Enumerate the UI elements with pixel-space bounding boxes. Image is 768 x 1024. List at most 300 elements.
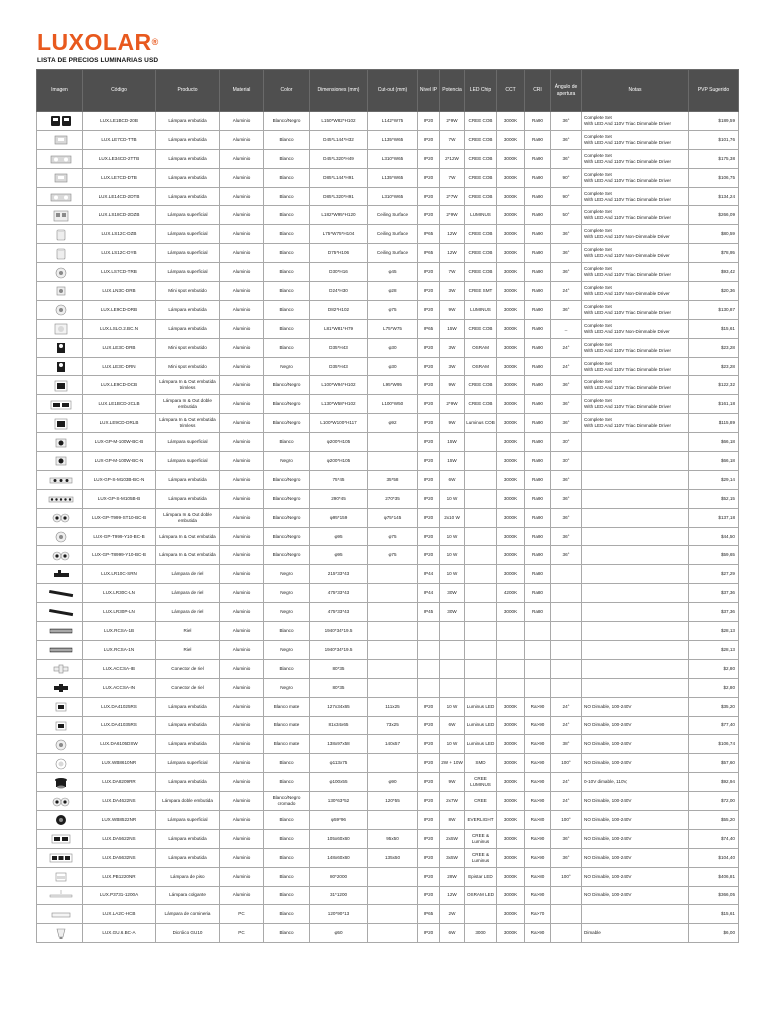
cell-color: Blanco <box>264 282 310 301</box>
cell-cct: 3000K <box>497 395 525 414</box>
cell-notas <box>582 470 689 489</box>
cell-led-chip <box>465 470 497 489</box>
table-row <box>37 754 739 773</box>
cell-potencia: 2x7W <box>440 792 465 811</box>
cell-cutout <box>368 433 418 452</box>
cell-cct: 3000K <box>497 376 525 395</box>
cell-codigo: LUX-GP-M-100W-BC-B <box>83 433 156 452</box>
cell-led-chip: OSRAM <box>465 357 497 376</box>
cell-pvp: $137,18 <box>689 508 739 527</box>
cell-cri: Ra90 <box>525 149 551 168</box>
col-cct: CCT <box>497 70 525 112</box>
cell-material: Aluminio <box>220 414 264 433</box>
cell-led-chip: CREE SMT <box>465 282 497 301</box>
cell-cutout: L135*W65 <box>368 130 418 149</box>
cell-material: Aluminio <box>220 810 264 829</box>
col-potencia: Potencia <box>440 70 465 112</box>
cell-angulo <box>551 640 582 659</box>
cell-nivel-ip: IP20 <box>418 508 440 527</box>
cell-potencia: 7W <box>440 168 465 187</box>
cell-notas: NO Dimable, 100-240V <box>582 848 689 867</box>
cell-led-chip <box>465 678 497 697</box>
cell-dimensiones: 80*35 <box>310 678 368 697</box>
adjustable-square-icon <box>48 700 72 713</box>
cell-angulo: 100° <box>551 867 582 886</box>
cell-material: Aluminio <box>220 773 264 792</box>
col-pvp: PVP Sugerido <box>689 70 739 112</box>
cell-led-chip: CREE COB <box>465 130 497 149</box>
cell-nivel-ip: IP20 <box>418 206 440 225</box>
cell-potencia <box>440 659 465 678</box>
cell-angulo: 24° <box>551 282 582 301</box>
cell-imagen <box>37 716 83 735</box>
cell-led-chip: CREE COB <box>465 263 497 282</box>
cell-color: Blanco/Negro <box>264 376 310 395</box>
cell-led-chip: CREE COB <box>465 149 497 168</box>
cell-material: Aluminio <box>220 792 264 811</box>
cell-producto: Lámpara embutida <box>156 697 220 716</box>
table-row <box>37 659 739 678</box>
cell-color: Blanco <box>264 319 310 338</box>
cell-angulo: 24° <box>551 716 582 735</box>
cell-cct: 3000K <box>497 338 525 357</box>
cell-led-chip: CREE COB <box>465 244 497 263</box>
cell-angulo: 36° <box>551 470 582 489</box>
cell-notas <box>582 603 689 622</box>
cell-led-chip: LUMINUS <box>465 206 497 225</box>
cell-angulo <box>551 905 582 924</box>
cell-notas: Complete Set With LED And 110V Triac Dimmable Driver <box>582 206 689 225</box>
cell-cutout: φ90 <box>368 773 418 792</box>
cell-producto: Lámpara embutida <box>156 149 220 168</box>
cell-pvp: $406,81 <box>689 867 739 886</box>
cell-color: Blanco/Negro <box>264 546 310 565</box>
cell-dimensiones: D75*H106 <box>310 244 368 263</box>
cell-material: Aluminio <box>220 225 264 244</box>
trimless-white-icon <box>48 379 72 392</box>
triple-square-icon <box>48 851 72 864</box>
table-row <box>37 489 739 508</box>
cell-notas <box>582 508 689 527</box>
step-light-icon <box>48 870 72 883</box>
cell-led-chip <box>465 546 497 565</box>
cell-producto: Lámpara In & Out embutida <box>156 546 220 565</box>
cell-nivel-ip: IP65 <box>418 319 440 338</box>
cell-pvp: $106,74 <box>689 735 739 754</box>
cell-cct: 3000K <box>497 867 525 886</box>
cell-angulo: 100° <box>551 810 582 829</box>
cell-material: Aluminio <box>220 168 264 187</box>
cell-dimensiones: 81x34x65 <box>310 716 368 735</box>
cell-cri <box>525 678 551 697</box>
cell-dimensiones: 127x34x65 <box>310 697 368 716</box>
table-row <box>37 546 739 565</box>
cell-pvp: $15,61 <box>689 905 739 924</box>
cell-codigo: LUX-GP-M-100W-BC-N <box>83 452 156 471</box>
cell-cutout <box>368 924 418 943</box>
cell-led-chip: CREE COB <box>465 112 497 131</box>
connector-white-icon <box>48 662 72 675</box>
round-spot-white-icon <box>48 738 72 751</box>
cylinder-white-icon <box>48 228 72 241</box>
cell-producto: Lámpara embutida <box>156 130 220 149</box>
cell-angulo <box>551 659 582 678</box>
cell-potencia: 2*7W <box>440 187 465 206</box>
cell-notas: Complete Set With LED And 110V Non-Dimmable Driver <box>582 319 689 338</box>
col-dimensiones: Dimensiones (mm) <box>310 70 368 112</box>
cell-pvp: $44,50 <box>689 527 739 546</box>
cell-angulo: 38° <box>551 735 582 754</box>
cell-color: Blanco <box>264 338 310 357</box>
cell-color: Blanco <box>264 886 310 905</box>
cell-color: Blanco <box>264 754 310 773</box>
double-square-white-icon <box>48 152 72 165</box>
cell-notas <box>582 546 689 565</box>
cell-led-chip: CREE LUMINUS <box>465 773 497 792</box>
cell-led-chip <box>465 527 497 546</box>
cell-dimensiones: D85*L144*H91 <box>310 168 368 187</box>
cell-codigo: LUX.DA5622NS <box>83 829 156 848</box>
cell-cri: Ra80 <box>525 603 551 622</box>
cell-potencia: 10 W <box>440 565 465 584</box>
cell-cct <box>497 622 525 641</box>
cell-cri: Ra90 <box>525 282 551 301</box>
cell-codigo: LUX.ACCSA-IB <box>83 659 156 678</box>
cell-producto: Lámpara embutida <box>156 773 220 792</box>
table-row <box>37 640 739 659</box>
cell-led-chip: CREE & Luminus <box>465 848 497 867</box>
cell-material: Aluminio <box>220 640 264 659</box>
cell-cutout <box>368 452 418 471</box>
cell-producto: Conector de riel <box>156 659 220 678</box>
cell-dimensiones: 80*35 <box>310 659 368 678</box>
cell-producto: Lámpara embutida <box>156 112 220 131</box>
cell-material: Aluminio <box>220 376 264 395</box>
cell-notas: Complete Set With LED And 110V Non-Dimmable Driver <box>582 244 689 263</box>
cell-led-chip: CREE COB <box>465 376 497 395</box>
cell-codigo: LUX.LS12C-DZB <box>83 225 156 244</box>
cell-cri: Ra90 <box>525 357 551 376</box>
gu10-module-icon <box>48 454 72 467</box>
cell-codigo: LUX.DA8209RR <box>83 773 156 792</box>
cell-angulo: 36° <box>551 130 582 149</box>
cell-cct: 3000K <box>497 829 525 848</box>
round-spot-white-icon <box>48 303 72 316</box>
brand-logo <box>37 31 159 53</box>
cell-cri: Ra>80 <box>525 810 551 829</box>
cell-potencia: 10 W <box>440 527 465 546</box>
cell-material: Aluminio <box>220 867 264 886</box>
cell-material: Aluminio <box>220 527 264 546</box>
cell-angulo: 24° <box>551 792 582 811</box>
cell-nivel-ip: IP20 <box>418 697 440 716</box>
cell-pvp: $106,75 <box>689 168 739 187</box>
cell-codigo: LUX.LR10C-SRN <box>83 565 156 584</box>
cell-cri: Ra90 <box>525 338 551 357</box>
cell-led-chip: OSRAM LED <box>465 886 497 905</box>
col-led-chip: LED Chip <box>465 70 497 112</box>
cell-notas <box>582 622 689 641</box>
cell-material: Aluminio <box>220 508 264 527</box>
cell-potencia: 7W <box>440 263 465 282</box>
cell-nivel-ip <box>418 678 440 697</box>
cell-notas: NO Dimable, 100-240V <box>582 754 689 773</box>
cell-cutout: Ceiling Surface <box>368 244 418 263</box>
cell-nivel-ip: IP20 <box>418 357 440 376</box>
cell-angulo: 36° <box>551 848 582 867</box>
table-row <box>37 697 739 716</box>
cell-imagen <box>37 829 83 848</box>
cell-nivel-ip: IP20 <box>418 470 440 489</box>
cell-material: PC <box>220 924 264 943</box>
cell-imagen <box>37 697 83 716</box>
cell-material: Aluminio <box>220 716 264 735</box>
cell-nivel-ip: IP20 <box>418 433 440 452</box>
cell-producto: Lámpara embutida <box>156 300 220 319</box>
table-row <box>37 414 739 433</box>
cell-dimensiones: 120*90*13 <box>310 905 368 924</box>
cell-dimensiones: L81*W81*H79 <box>310 319 368 338</box>
cell-producto: Lámpara embutida <box>156 735 220 754</box>
cell-imagen <box>37 546 83 565</box>
col-producto: Producto <box>156 70 220 112</box>
cell-pvp: $80,59 <box>689 225 739 244</box>
cell-codigo: LUX.WB8610NR <box>83 754 156 773</box>
cell-color: Blanco <box>264 622 310 641</box>
cell-cutout: 135x50 <box>368 848 418 867</box>
cell-material: Aluminio <box>220 395 264 414</box>
cell-codigo: LUX-GP-T999-ST10-BC-B <box>83 508 156 527</box>
cell-angulo: 36° <box>551 829 582 848</box>
mini-spot-black-icon <box>48 360 72 373</box>
cell-imagen <box>37 848 83 867</box>
cell-angulo <box>551 886 582 905</box>
cell-led-chip <box>465 433 497 452</box>
cell-material: Aluminio <box>220 735 264 754</box>
cell-potencia: 6W <box>440 470 465 489</box>
cell-notas: Complete Set With LED And 110V Triac Dimmable Driver <box>582 130 689 149</box>
cell-color: Blanco <box>264 848 310 867</box>
cell-cct: 3000K <box>497 886 525 905</box>
table-row <box>37 112 739 131</box>
round-spot-white-icon <box>48 530 72 543</box>
cell-angulo <box>551 584 582 603</box>
cell-led-chip <box>465 508 497 527</box>
cell-material: Aluminio <box>220 338 264 357</box>
cell-potencia: 10 W <box>440 735 465 754</box>
cell-codigo: LUX.DA4622NS <box>83 792 156 811</box>
cell-nivel-ip: IP20 <box>418 168 440 187</box>
cell-imagen <box>37 130 83 149</box>
col-nivel-ip: Nivel IP <box>418 70 440 112</box>
cell-pvp: $115,89 <box>689 414 739 433</box>
cell-producto: Lámpara embutida <box>156 716 220 735</box>
cell-led-chip: CREE & Luminus <box>465 829 497 848</box>
cell-imagen <box>37 527 83 546</box>
cell-led-chip: CREE COB <box>465 187 497 206</box>
table-row <box>37 187 739 206</box>
cell-color: Blanco <box>264 829 310 848</box>
cell-producto: Lámpara doble embutida <box>156 792 220 811</box>
cell-nivel-ip: IP20 <box>418 886 440 905</box>
cell-notas <box>582 565 689 584</box>
cell-angulo: 36° <box>551 527 582 546</box>
table-row <box>37 773 739 792</box>
table-row <box>37 168 739 187</box>
table-row <box>37 829 739 848</box>
adjustable-square-icon <box>48 719 72 732</box>
cell-imagen <box>37 489 83 508</box>
cell-dimensiones: 105x60x60 <box>310 829 368 848</box>
cell-potencia: 15W <box>440 433 465 452</box>
cell-producto: Lámpara embutida <box>156 470 220 489</box>
cell-angulo: 36° <box>551 489 582 508</box>
col-notas: Notas <box>582 70 689 112</box>
cell-notas: Complete Set With LED And 110V Triac Dimmable Driver <box>582 112 689 131</box>
cell-angulo: 24° <box>551 338 582 357</box>
cell-dimensiones: 138x97x58 <box>310 735 368 754</box>
cell-potencia: 9W <box>440 773 465 792</box>
cell-cri: Ra90 <box>525 225 551 244</box>
cell-nivel-ip: IP20 <box>418 527 440 546</box>
cell-nivel-ip: IP44 <box>418 565 440 584</box>
cell-color: Blanco <box>264 659 310 678</box>
cell-led-chip <box>465 452 497 471</box>
cell-material: Aluminio <box>220 603 264 622</box>
connector-black-icon <box>48 681 72 694</box>
cell-angulo: 36° <box>551 225 582 244</box>
ceiling-slim-icon <box>48 908 72 921</box>
cell-material: Aluminio <box>220 149 264 168</box>
rail-long-icon <box>48 606 72 619</box>
cell-cri: Ra90 <box>525 452 551 471</box>
table-row <box>37 149 739 168</box>
table-row <box>37 867 739 886</box>
cell-codigo: LUX.P3731-1200A <box>83 886 156 905</box>
pendant-line-icon <box>48 889 72 902</box>
square-panel-white-icon <box>48 322 72 335</box>
cell-color: Blanco/Negro <box>264 527 310 546</box>
cell-nivel-ip: IP20 <box>418 376 440 395</box>
cell-notas: Dimable <box>582 924 689 943</box>
cell-codigo: LUX.DA41035RS <box>83 716 156 735</box>
cell-color: Negro <box>264 640 310 659</box>
cell-led-chip: Luminus LED <box>465 697 497 716</box>
cell-pvp: $59,65 <box>689 546 739 565</box>
cell-cutout <box>368 886 418 905</box>
cell-codigo: LUX.LR30C-LN <box>83 584 156 603</box>
cell-imagen <box>37 886 83 905</box>
trimless-white-icon <box>48 417 72 430</box>
cell-producto: Lámpara superficial <box>156 754 220 773</box>
cell-potencia: 9W <box>440 376 465 395</box>
cell-cri: Ra90 <box>525 130 551 149</box>
cell-color: Blanco <box>264 206 310 225</box>
cell-material: Aluminio <box>220 848 264 867</box>
cell-pvp: $93,42 <box>689 263 739 282</box>
cell-angulo: 36° <box>551 149 582 168</box>
cell-color: Blanco/Negro <box>264 489 310 508</box>
cell-cutout: 73x25 <box>368 716 418 735</box>
cell-cri: Ra90 <box>525 433 551 452</box>
cell-cutout: φ75 <box>368 527 418 546</box>
cell-dimensiones: φ95 <box>310 527 368 546</box>
cell-material: Aluminio <box>220 433 264 452</box>
cell-producto: Lámpara In & Out embutida <box>156 527 220 546</box>
cell-cutout: L142*W75 <box>368 112 418 131</box>
cell-potencia: 10 W <box>440 697 465 716</box>
price-table <box>36 69 739 943</box>
cell-color: Blanco <box>264 187 310 206</box>
cell-potencia: 9W <box>440 414 465 433</box>
cell-potencia: 12W <box>440 886 465 905</box>
cell-codigo: LUX.LA2C-HCB <box>83 905 156 924</box>
cell-color: Blanco <box>264 263 310 282</box>
cell-dimensiones: 215*33*43 <box>310 565 368 584</box>
cell-imagen <box>37 376 83 395</box>
rail-track-icon <box>48 624 72 637</box>
cell-pvp: $92,94 <box>689 773 739 792</box>
cell-pvp: $130,87 <box>689 300 739 319</box>
cell-imagen <box>37 225 83 244</box>
table-row <box>37 508 739 527</box>
cell-led-chip: LUMINUS <box>465 300 497 319</box>
cell-angulo <box>551 924 582 943</box>
cell-color: Blanco/Negro <box>264 395 310 414</box>
cell-material: Aluminio <box>220 489 264 508</box>
cell-dimensiones: D35*H43 <box>310 338 368 357</box>
cell-angulo: _ <box>551 319 582 338</box>
cell-dimensiones: φ100x55 <box>310 773 368 792</box>
cell-codigo: LUX.LS7CD-TRB <box>83 263 156 282</box>
cell-cri: Ra>90 <box>525 716 551 735</box>
table-row <box>37 735 739 754</box>
cell-cutout <box>368 565 418 584</box>
cell-cri: Ra>90 <box>525 792 551 811</box>
cell-cct: 3000K <box>497 319 525 338</box>
cell-pvp: $104,40 <box>689 848 739 867</box>
cell-notas: Complete Set With LED And 110V Triac Dimmable Driver <box>582 395 689 414</box>
cell-dimensiones: φ50 <box>310 924 368 943</box>
cell-producto: Lámpara superficial <box>156 206 220 225</box>
cell-cri: Ra90 <box>525 187 551 206</box>
cell-cri: Ra>90 <box>525 773 551 792</box>
col-imagen: Imagen <box>37 70 83 112</box>
cell-notas <box>582 489 689 508</box>
cell-imagen <box>37 584 83 603</box>
cell-color: Blanco mate <box>264 716 310 735</box>
cell-codigo: LUX-GP-T8999-Y10-BC-B <box>83 546 156 565</box>
cell-codigo: LUX.LE9CD-DRB <box>83 300 156 319</box>
cell-cri: Ra90 <box>525 414 551 433</box>
cell-cct: 3000K <box>497 508 525 527</box>
cell-producto: Lámpara de riel <box>156 603 220 622</box>
cell-pvp: $23,28 <box>689 338 739 357</box>
cell-pvp: $6,00 <box>689 924 739 943</box>
cell-cct: 3000K <box>497 470 525 489</box>
cell-pvp: $15,61 <box>689 319 739 338</box>
cell-potencia: 8W <box>440 810 465 829</box>
cell-nivel-ip: IP20 <box>418 829 440 848</box>
logo-o-sun-icon: O <box>84 29 103 55</box>
cell-notas: Complete Set With LED And 110V Triac Dimmable Driver <box>582 187 689 206</box>
cell-nivel-ip: IP65 <box>418 905 440 924</box>
cell-led-chip: Epistar LED <box>465 867 497 886</box>
table-row <box>37 244 739 263</box>
cell-dimensiones: D45*L144*H32 <box>310 130 368 149</box>
cell-producto: Riel <box>156 622 220 641</box>
cell-angulo: 36° <box>551 546 582 565</box>
